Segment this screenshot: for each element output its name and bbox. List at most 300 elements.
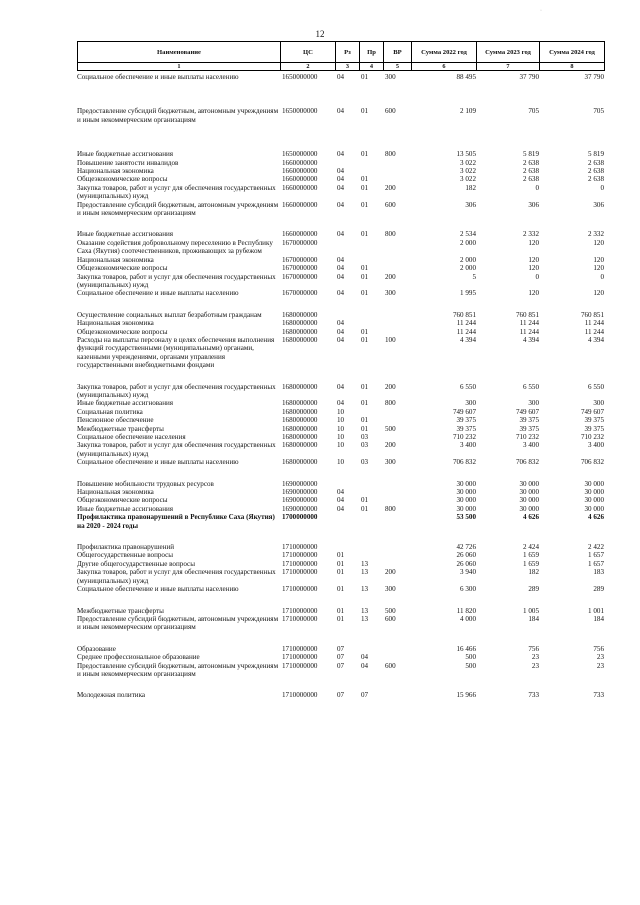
row-sum-2024: 183: [593, 568, 604, 577]
row-cs: 1710000000: [282, 691, 318, 700]
table-row: [77, 425, 604, 433]
row-name: Повышение мобильности трудовых ресурсов: [77, 479, 214, 488]
row-name: Национальная экономика: [77, 488, 154, 497]
row-cs: 1660000000: [282, 230, 318, 239]
row-vr: [383, 513, 411, 530]
table-row: [77, 615, 604, 632]
row-vr: 100: [385, 335, 396, 344]
row-vr: [383, 319, 411, 327]
row-cs: 1680000000: [282, 335, 318, 344]
row-sum-2024: 39 375: [584, 416, 604, 425]
row-sum-2024: 760 851: [580, 310, 604, 319]
row-sum-2022: 15 966: [456, 691, 476, 700]
row-rz: 04: [337, 73, 345, 81]
table-row: [77, 399, 604, 407]
row-vr: [383, 543, 411, 551]
row-name: Предоставление субсидий бюджетным, автономным учреждениям и иным некоммерческим организациям: [77, 661, 279, 678]
row-name: Расходы на выплаты персоналу в целях обеспечения выполнения функций государственными (муниципальными) органами, казенными учреждениями, органами управления государственными внебюджетными фондами: [77, 335, 275, 370]
row-sum-2023: 120: [528, 255, 539, 264]
row-sum-2022: 2 109: [460, 107, 476, 116]
row-sum-2022: 53 500: [456, 513, 476, 522]
row-rz: 10: [337, 441, 345, 450]
row-sum-2024: 2 638: [588, 158, 604, 167]
row-rz: 07: [337, 644, 345, 653]
header-num-1: 1: [78, 63, 281, 71]
row-spacer: [77, 124, 604, 137]
row-pr: 01: [361, 150, 369, 159]
table-row: [77, 496, 604, 504]
row-sum-2023: 30 000: [519, 504, 539, 513]
row-rz: [335, 159, 359, 167]
row-rz: 04: [337, 496, 345, 505]
row-rz: 04: [337, 200, 345, 209]
row-cs: 1710000000: [282, 644, 318, 653]
header-sum-2022: Сумма 2022 год: [412, 42, 477, 63]
row-sum-2022: 30 000: [456, 479, 476, 488]
table-row: [77, 662, 604, 679]
row-name: Общеэкономические вопросы: [77, 496, 168, 505]
row-name: Социальная политика: [77, 407, 143, 416]
row-rz: [335, 239, 359, 256]
table-row: [77, 264, 604, 272]
row-name: Социальное обеспечение и иные выплаты населению: [77, 73, 239, 81]
row-sum-2022: 88 495: [456, 73, 476, 81]
row-rz: 10: [337, 433, 345, 441]
header-num-8: 8: [540, 63, 605, 71]
row-sum-2022: 500: [465, 653, 476, 662]
row-pr: 01: [361, 496, 369, 505]
row-sum-2022: 30 000: [456, 496, 476, 505]
row-cs: 1660000000: [282, 200, 318, 209]
row-pr: 04: [361, 653, 369, 662]
row-sum-2023: 184: [528, 614, 539, 623]
row-sum-2022: 6 300: [460, 585, 476, 594]
row-cs: 1710000000: [282, 661, 318, 670]
table-row: [77, 319, 604, 327]
row-cs: 1670000000: [282, 264, 318, 273]
row-sum-2024: 30 000: [584, 479, 604, 488]
row-cs: 1690000000: [282, 504, 318, 513]
header-name: Наименование: [78, 42, 281, 63]
row-spacer: [77, 594, 604, 607]
row-sum-2024: 5 819: [588, 150, 604, 159]
row-cs: 1690000000: [282, 496, 318, 505]
row-pr: [359, 239, 383, 256]
row-sum-2023: 23: [531, 661, 539, 670]
row-sum-2022: 706 832: [452, 458, 476, 467]
row-pr: 01: [361, 424, 369, 433]
header-vr: ВР: [384, 42, 412, 63]
page-number: 12: [315, 29, 325, 39]
row-spacer: [77, 94, 604, 107]
row-name: Общегосударственные вопросы: [77, 551, 174, 560]
row-cs: 1680000000: [282, 327, 318, 336]
row-sum-2023: 2 332: [523, 230, 539, 239]
row-pr: 03: [361, 458, 369, 467]
table-row: [77, 458, 604, 466]
row-rz: 10: [337, 407, 345, 416]
row-sum-2022: 30 000: [456, 488, 476, 497]
row-pr: [359, 256, 383, 264]
row-pr: 01: [361, 264, 369, 273]
row-sum-2023: 0: [535, 272, 539, 281]
row-rz: 04: [337, 264, 345, 273]
table-row: [77, 336, 604, 370]
row-sum-2024: 4 626: [588, 513, 604, 522]
row-sum-2024: 705: [593, 107, 604, 116]
table-row: [77, 585, 604, 593]
row-rz: [335, 543, 359, 551]
table-row: [77, 543, 604, 551]
row-sum-2024: 37 790: [584, 73, 604, 81]
row-sum-2024: 710 232: [580, 433, 604, 441]
row-sum-2023: 30 000: [519, 496, 539, 505]
row-sum-2023: 39 375: [519, 416, 539, 425]
row-pr: 01: [361, 335, 369, 344]
row-sum-2022: 11 820: [456, 606, 476, 615]
row-vr: [383, 328, 411, 336]
table-row: [77, 488, 604, 496]
header-num-5: 5: [384, 63, 412, 71]
row-pr: [359, 167, 383, 175]
row-spacer: [77, 678, 604, 691]
row-vr: [383, 551, 411, 559]
row-spacer: [77, 81, 604, 94]
row-cs: 1670000000: [282, 289, 318, 298]
row-cs: 1660000000: [282, 183, 318, 192]
row-sum-2023: 1 659: [523, 559, 539, 568]
row-spacer: [77, 298, 604, 311]
row-name: Закупка товаров, работ и услуг для обеспечения государственных (муниципальных) нужд: [77, 183, 276, 201]
row-sum-2022: 306: [465, 200, 476, 209]
row-sum-2024: 306: [593, 200, 604, 209]
row-pr: 13: [361, 568, 369, 577]
row-sum-2024: 300: [593, 399, 604, 408]
row-pr: 07: [361, 691, 369, 700]
row-sum-2023: 289: [528, 585, 539, 594]
row-pr: [359, 543, 383, 551]
row-name: Закупка товаров, работ и услуг для обеспечения государственных (муниципальных) нужд: [77, 272, 276, 289]
row-rz: 01: [337, 551, 345, 560]
row-vr: 800: [385, 399, 396, 408]
row-sum-2024: 2 332: [588, 230, 604, 239]
row-sum-2023: 1 659: [523, 551, 539, 560]
table-row: [77, 107, 604, 124]
row-pr: 01: [361, 73, 369, 81]
row-sum-2022: 42 726: [456, 543, 476, 552]
table-row: [77, 505, 604, 513]
row-rz: 01: [337, 614, 345, 623]
row-pr: [359, 408, 383, 416]
row-sum-2022: 5: [472, 272, 476, 281]
header-num-3: 3: [336, 63, 360, 71]
row-name: Иные бюджетные ассигнования: [77, 230, 174, 239]
row-rz: 07: [337, 691, 345, 700]
row-sum-2023: 2 638: [523, 175, 539, 184]
row-sum-2022: 760 851: [452, 310, 476, 319]
row-name: Социальное обеспечение и иные выплаты населению: [77, 289, 239, 298]
row-sum-2023: 5 819: [523, 150, 539, 159]
header-num-6: 6: [412, 63, 477, 71]
row-pr: 01: [361, 382, 369, 391]
table-row: [77, 150, 604, 158]
row-sum-2024: 3 400: [588, 441, 604, 450]
row-rz: 01: [337, 568, 345, 577]
row-sum-2022: 300: [465, 399, 476, 408]
row-name: Осуществление социальных выплат безработным гражданам: [77, 310, 262, 319]
row-pr: 01: [361, 416, 369, 425]
row-sum-2023: 705: [528, 107, 539, 116]
row-sum-2022: 11 244: [456, 327, 476, 336]
row-sum-2023: 30 000: [519, 488, 539, 497]
row-rz: [335, 513, 359, 530]
row-vr: 300: [385, 585, 396, 594]
table-row: [77, 568, 604, 585]
row-rz: 10: [337, 416, 345, 425]
row-sum-2024: 2 422: [588, 543, 604, 552]
row-pr: 01: [361, 327, 369, 336]
row-sum-2024: 11 244: [584, 327, 604, 336]
row-sum-2022: 3 940: [460, 568, 476, 577]
row-cs: 1680000000: [282, 433, 318, 441]
row-rz: 01: [337, 606, 345, 615]
row-rz: 04: [337, 327, 345, 336]
row-pr: [359, 311, 383, 319]
row-vr: 200: [385, 568, 396, 577]
row-pr: 01: [361, 230, 369, 239]
row-vr: [383, 691, 411, 699]
row-sum-2022: 4 000: [460, 614, 476, 623]
table-row: [77, 184, 604, 201]
row-sum-2023: 23: [531, 653, 539, 662]
row-sum-2022: 3 400: [460, 441, 476, 450]
row-sum-2022: 26 060: [456, 551, 476, 560]
row-rz: 04: [337, 175, 345, 184]
row-rz: 01: [337, 585, 345, 594]
row-vr: [383, 416, 411, 424]
row-sum-2024: 120: [593, 238, 604, 247]
row-rz: 04: [337, 230, 345, 239]
table-row: [77, 560, 604, 568]
row-sum-2024: 2 638: [588, 167, 604, 176]
row-vr: 200: [385, 382, 396, 391]
row-vr: [383, 480, 411, 488]
row-spacer: [77, 632, 604, 645]
row-sum-2024: 120: [593, 264, 604, 273]
row-sum-2022: 6 550: [460, 382, 476, 391]
row-sum-2022: 3 022: [460, 175, 476, 184]
row-name: Национальная экономика: [77, 319, 154, 328]
row-name: Социальное обеспечение и иные выплаты населению: [77, 585, 239, 594]
table-row: [77, 513, 604, 530]
row-sum-2023: 706 832: [515, 458, 539, 467]
row-sum-2023: 749 607: [515, 407, 539, 416]
row-sum-2024: 1 657: [588, 559, 604, 568]
row-pr: 03: [361, 433, 369, 441]
row-rz: [335, 480, 359, 488]
row-sum-2024: 733: [593, 691, 604, 700]
row-sum-2024: 23: [596, 661, 604, 670]
row-vr: [383, 311, 411, 319]
table-row: [77, 328, 604, 336]
row-name: Межбюджетные трансферты: [77, 606, 164, 615]
row-pr: 01: [361, 200, 369, 209]
table-row: [77, 691, 604, 699]
row-sum-2023: 0: [535, 183, 539, 192]
row-sum-2023: 2 638: [523, 167, 539, 176]
table-row: [77, 201, 604, 218]
header-cs: ЦС: [281, 42, 336, 63]
row-cs: 1710000000: [282, 551, 318, 560]
row-sum-2024: 2 638: [588, 175, 604, 184]
row-vr: [383, 239, 411, 256]
row-vr: 200: [385, 183, 396, 192]
row-sum-2024: 756: [593, 644, 604, 653]
row-sum-2024: 23: [596, 653, 604, 662]
row-name: Среднее профессиональное образование: [77, 653, 200, 662]
row-sum-2024: 39 375: [584, 424, 604, 433]
row-sum-2022: 30 000: [456, 504, 476, 513]
row-name: Национальная экономика: [77, 167, 154, 176]
table-row: [77, 175, 604, 183]
row-cs: 1650000000: [282, 150, 318, 159]
row-pr: 01: [361, 399, 369, 408]
row-rz: 04: [337, 399, 345, 408]
row-rz: 04: [337, 255, 345, 264]
row-sum-2022: 13 505: [456, 150, 476, 159]
row-rz: 04: [337, 335, 345, 344]
row-vr: [383, 256, 411, 264]
row-sum-2024: 120: [593, 289, 604, 298]
row-vr: [383, 653, 411, 661]
row-name: Иные бюджетные ассигнования: [77, 399, 174, 408]
row-sum-2024: 0: [600, 183, 604, 192]
row-rz: 04: [337, 150, 345, 159]
row-sum-2022: 2 534: [460, 230, 476, 239]
row-cs: 1710000000: [282, 606, 318, 615]
row-vr: 300: [385, 73, 396, 81]
table-row: [77, 289, 604, 297]
row-rz: 04: [337, 183, 345, 192]
row-sum-2024: 1 657: [588, 551, 604, 560]
row-pr: 01: [361, 183, 369, 192]
row-vr: 800: [385, 230, 396, 239]
row-sum-2023: 11 244: [519, 319, 539, 328]
table-row: [77, 408, 604, 416]
header-num-4: 4: [360, 63, 384, 71]
row-vr: [383, 496, 411, 504]
row-cs: 1680000000: [282, 319, 318, 328]
row-vr: 800: [385, 504, 396, 513]
table-row: [77, 551, 604, 559]
row-vr: [383, 408, 411, 416]
row-spacer: [77, 370, 604, 383]
row-pr: 04: [361, 661, 369, 670]
row-sum-2022: 11 244: [456, 319, 476, 328]
row-pr: [359, 645, 383, 653]
row-cs: 1670000000: [282, 255, 318, 264]
row-vr: 200: [385, 441, 396, 450]
budget-table: [77, 73, 604, 700]
row-pr: 01: [361, 272, 369, 281]
row-name: Иные бюджетные ассигнования: [77, 504, 174, 513]
row-sum-2022: 3 022: [460, 158, 476, 167]
row-sum-2022: 500: [465, 661, 476, 670]
row-cs: 1690000000: [282, 488, 318, 497]
row-name: Оказание содействия добровольному переселению в Республику Саха (Якутия) соотечественников, проживающих за рубежом: [77, 238, 273, 256]
row-sum-2023: 30 000: [519, 479, 539, 488]
row-cs: 1650000000: [282, 107, 318, 116]
row-rz: 10: [337, 458, 345, 467]
row-sum-2023: 2 424: [523, 543, 539, 552]
row-sum-2024: 289: [593, 585, 604, 594]
row-rz: [335, 311, 359, 319]
row-name: Закупка товаров, работ и услуг для обеспечения государственных (муниципальных) нужд: [77, 382, 276, 399]
row-pr: 03: [361, 441, 369, 450]
row-sum-2022: 182: [465, 183, 476, 192]
row-cs: 1690000000: [282, 479, 318, 488]
row-cs: 1680000000: [282, 441, 318, 450]
row-cs: 1680000000: [282, 382, 318, 391]
row-vr: [383, 560, 411, 568]
row-vr: 300: [385, 289, 396, 298]
row-cs: 1680000000: [282, 407, 318, 416]
table-row: [77, 311, 604, 319]
header-num-7: 7: [477, 63, 540, 71]
row-pr: 13: [361, 614, 369, 623]
row-rz: 04: [337, 272, 345, 281]
row-rz: 04: [337, 488, 345, 497]
row-name: Социальное обеспечение и иные выплаты населению: [77, 458, 239, 467]
row-vr: [383, 175, 411, 183]
table-row: [77, 230, 604, 238]
row-name: Закупка товаров, работ и услуг для обеспечения государственных (муниципальных) нужд: [77, 568, 276, 585]
row-rz: 07: [337, 661, 345, 670]
row-sum-2023: 306: [528, 200, 539, 209]
row-spacer: [77, 467, 604, 480]
row-sum-2024: 30 000: [584, 488, 604, 497]
row-sum-2022: 39 375: [456, 416, 476, 425]
header-sum-2023: Сумма 2023 год: [477, 42, 540, 63]
row-name: Профилактика правонарушений: [77, 543, 175, 552]
table-row: [77, 480, 604, 488]
row-rz: 04: [337, 382, 345, 391]
table-row: [77, 256, 604, 264]
row-cs: 1680000000: [282, 310, 318, 319]
row-pr: 13: [361, 585, 369, 594]
row-sum-2023: 733: [528, 691, 539, 700]
row-cs: 1660000000: [282, 175, 318, 184]
row-name: Общеэкономические вопросы: [77, 264, 168, 273]
row-cs: 1710000000: [282, 568, 318, 577]
row-sum-2022: 2 000: [460, 238, 476, 247]
row-cs: 1670000000: [282, 272, 318, 281]
row-vr: 600: [385, 661, 396, 670]
row-name: Социальное обеспечение населения: [77, 433, 186, 441]
row-name: Предоставление субсидий бюджетным, автономным учреждениям и иным некоммерческим организациям: [77, 614, 279, 632]
table-row: [77, 645, 604, 653]
row-spacer: [77, 217, 604, 230]
header-num-2: 2: [281, 63, 336, 71]
row-sum-2023: 39 375: [519, 424, 539, 433]
row-name: Молодежная политика: [77, 691, 146, 700]
table-row: [77, 607, 604, 615]
row-sum-2024: 184: [593, 614, 604, 623]
row-sum-2023: 182: [528, 568, 539, 577]
row-pr: 01: [361, 289, 369, 298]
row-name: Межбюджетные трансферты: [77, 424, 164, 433]
row-sum-2024: 30 000: [584, 496, 604, 505]
